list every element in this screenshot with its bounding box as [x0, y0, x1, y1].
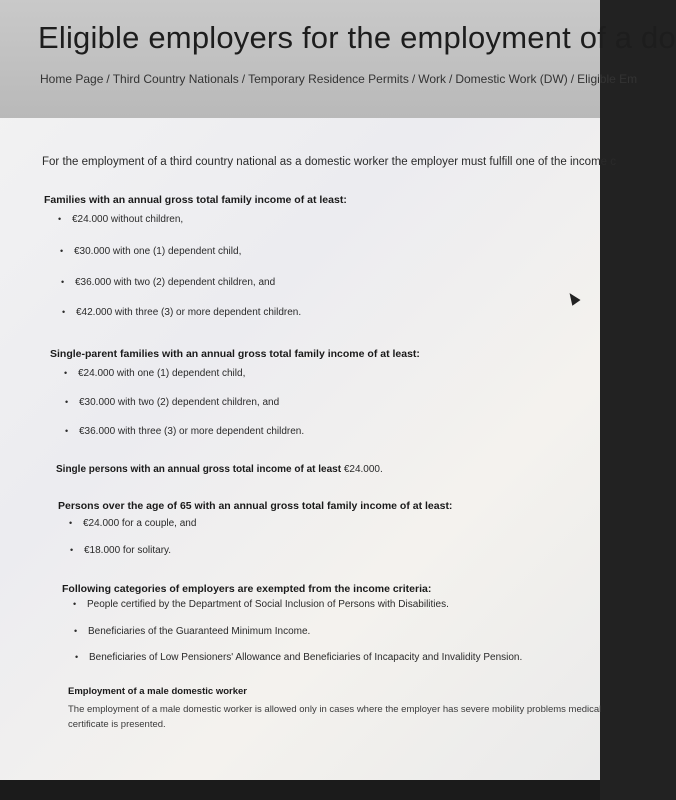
- bullet-icon: •: [65, 426, 69, 436]
- bullet-icon: •: [75, 652, 79, 662]
- list-item: [64, 368, 245, 379]
- breadcrumb-separator: /: [106, 72, 110, 86]
- page-title: Eligible employers for the employment of a do: [38, 20, 676, 55]
- bullet-icon: •: [73, 599, 77, 609]
- breadcrumb-third-country-nationals[interactable]: Third Country Nationals: [112, 72, 239, 86]
- bullet-icon: •: [60, 246, 64, 256]
- bullet-icon: •: [62, 307, 66, 317]
- list-item-text: €30.000 with one (1) dependent child,: [74, 246, 242, 257]
- breadcrumb: [40, 72, 637, 86]
- bullet-icon: •: [70, 545, 74, 555]
- list-item: [74, 626, 310, 637]
- list-item-text: €42.000 with three (3) or more dependent children.: [76, 307, 302, 318]
- list-item-text: €36.000 with three (3) or more dependent children.: [79, 426, 305, 437]
- list-item-text: €18.000 for solitary.: [84, 545, 172, 556]
- breadcrumb-work[interactable]: Work: [418, 72, 446, 86]
- male-worker-heading: Employment of a male domestic worker: [68, 686, 247, 697]
- list-item-text: Beneficiaries of the Guaranteed Minimum Income.: [88, 626, 311, 637]
- list-item: [65, 397, 279, 408]
- single-parent-heading: Single-parent families with an annual gross total family income of at least:: [50, 348, 420, 360]
- bullet-icon: •: [65, 397, 69, 407]
- single-persons-line: [56, 464, 383, 475]
- breadcrumb-separator: /: [411, 72, 416, 86]
- bullet-icon: •: [69, 518, 73, 528]
- list-item-text: People certified by the Department of Social Inclusion of Persons with Disabilities.: [87, 599, 449, 610]
- breadcrumb-domestic-work[interactable]: Domestic Work (DW): [455, 72, 568, 86]
- list-item-text: €24.000 for a couple, and: [83, 518, 197, 529]
- list-item: [75, 652, 522, 663]
- breadcrumb-eligible-employers[interactable]: Eligible Em: [577, 72, 638, 86]
- intro-text: For the employment of a third country national as a domestic worker the employer must fulfill one of the income c: [42, 156, 616, 168]
- breadcrumb-temporary-residence-permits[interactable]: Temporary Residence Permits: [248, 72, 409, 86]
- bullet-icon: •: [58, 214, 62, 224]
- list-item: [60, 246, 241, 257]
- male-worker-body: The employment of a male domestic worker is allowed only in cases where the employer has severe mobility problems medical certificate is presented.: [68, 704, 602, 731]
- list-item-text: €24.000 without children,: [72, 214, 184, 225]
- list-item-text: €30.000 with two (2) dependent children, and: [79, 397, 280, 408]
- list-item: [73, 599, 449, 610]
- breadcrumb-separator: /: [570, 72, 575, 86]
- bullet-icon: •: [64, 368, 68, 378]
- list-item-text: €36.000 with two (2) dependent children, and: [75, 277, 276, 288]
- list-item: [62, 307, 301, 318]
- exempted-heading: Following categories of employers are exempted from the income criteria:: [62, 583, 432, 595]
- list-item: [58, 214, 183, 225]
- bullet-icon: •: [74, 626, 78, 636]
- list-item: [70, 545, 171, 556]
- single-persons-amount: €24.000.: [343, 464, 383, 475]
- breadcrumb-separator: /: [448, 72, 453, 86]
- bullet-icon: •: [61, 277, 65, 287]
- breadcrumb-separator: /: [241, 72, 246, 86]
- breadcrumb-home[interactable]: Home Page: [40, 72, 104, 86]
- main-content: [0, 118, 616, 780]
- page-header: [0, 0, 676, 118]
- list-item-text: Beneficiaries of Low Pensioners' Allowance and Beneficiaries of Incapacity and Invalidity Pension.: [89, 652, 523, 663]
- list-item: [61, 277, 275, 288]
- families-heading: Families with an annual gross total family income of at least:: [44, 194, 347, 206]
- over-65-heading: Persons over the age of 65 with an annual gross total family income of at least:: [58, 500, 453, 512]
- list-item: [69, 518, 196, 529]
- single-persons-label: Single persons with an annual gross total income of at least: [56, 464, 342, 475]
- list-item: [65, 426, 304, 437]
- monitor-bezel: [0, 780, 600, 800]
- list-item-text: €24.000 with one (1) dependent child,: [78, 368, 246, 379]
